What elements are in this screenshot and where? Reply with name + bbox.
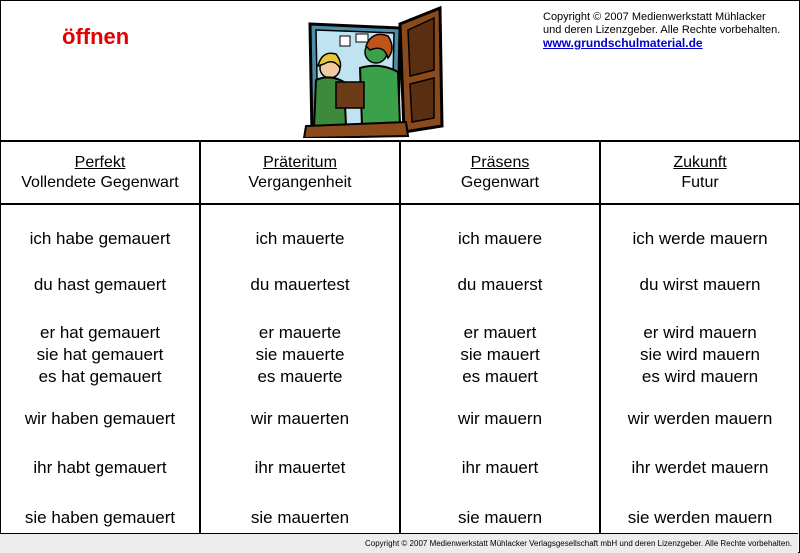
column-praesens	[401, 142, 599, 527]
door-opening-illustration	[300, 6, 445, 138]
conjugation-form: sie wird mauern	[640, 345, 760, 364]
conjugation-form: sie mauert	[460, 345, 540, 364]
conjugation-form: sie werden mauern	[627, 508, 773, 527]
conjugation-form: du hast gemauert	[33, 275, 167, 294]
tense-subtitle: Futur	[681, 174, 719, 191]
tense-name: Perfekt	[74, 154, 126, 171]
tense-name: Zukunft	[673, 154, 727, 171]
conjugation-form: wir haben gemauert	[24, 409, 176, 428]
conjugation-form: sie hat gemauert	[36, 345, 164, 364]
conjugation-form: er hat gemauert	[39, 323, 160, 342]
conjugation-form: es mauerte	[257, 367, 343, 386]
conjugation-form: wir mauern	[457, 409, 543, 428]
conjugation-form: ich mauerte	[255, 229, 345, 248]
tense-name: Präsens	[470, 154, 530, 171]
tense-subtitle: Gegenwart	[460, 174, 540, 191]
conjugation-form: sie mauerten	[250, 508, 350, 527]
footer-text: Copyright © 2007 Medienwerkstatt Mühlacker Verlagsgesellschaft mbH und deren Lizenzgeber. Alle Rechte vorbehalten.	[364, 539, 792, 548]
conjugation-form: ihr werdet mauern	[631, 458, 769, 477]
conjugation-form: sie mauern	[457, 508, 543, 527]
tense-subtitle: Vollendete Gegenwart	[21, 174, 179, 191]
column-praeteritum	[201, 142, 399, 527]
column-header	[601, 142, 799, 204]
conjugation-form: es wird mauern	[641, 367, 759, 386]
conjugation-form: wir mauerten	[250, 409, 350, 428]
copyright-line-1: Copyright © 2007 Medienwerkstatt Mühlacker	[543, 11, 766, 23]
conjugation-form: es hat gemauert	[38, 367, 162, 386]
conjugation-form: du wirst mauern	[639, 275, 761, 294]
conjugation-form: ich habe gemauert	[29, 229, 171, 248]
conjugation-form: es mauert	[462, 367, 538, 386]
conjugation-form: ich werde mauern	[632, 229, 768, 248]
conjugation-form: wir werden mauern	[627, 409, 773, 428]
tense-subtitle: Vergangenheit	[248, 174, 352, 191]
footer-copyright	[0, 533, 798, 553]
column-header	[401, 142, 599, 204]
conjugation-form: sie haben gemauert	[24, 508, 176, 527]
conjugation-form: ihr mauert	[461, 458, 539, 477]
conjugation-form: er wird mauern	[643, 323, 757, 342]
conjugation-form: du mauertest	[250, 275, 350, 294]
copyright-notice	[543, 11, 780, 50]
conjugation-form: ich mauere	[457, 229, 543, 248]
conjugation-form: er mauert	[463, 323, 537, 342]
column-header	[1, 142, 199, 204]
page-title: öffnen	[62, 24, 130, 49]
column-perfekt	[1, 142, 199, 527]
tense-name: Präteritum	[263, 154, 337, 171]
conjugation-form: ihr habt gemauert	[33, 458, 167, 477]
column-header	[201, 142, 399, 204]
conjugation-form: ihr mauertet	[254, 458, 346, 477]
copyright-line-2: und deren Lizenzgeber. Alle Rechte vorbehalten.	[543, 24, 781, 36]
conjugation-form: sie mauerte	[255, 345, 345, 364]
conjugation-form: er mauerte	[258, 323, 342, 342]
conjugation-form: du mauerst	[457, 275, 543, 294]
column-zukunft	[601, 142, 799, 527]
website-link[interactable]: www.grundschulmaterial.de	[543, 36, 703, 50]
